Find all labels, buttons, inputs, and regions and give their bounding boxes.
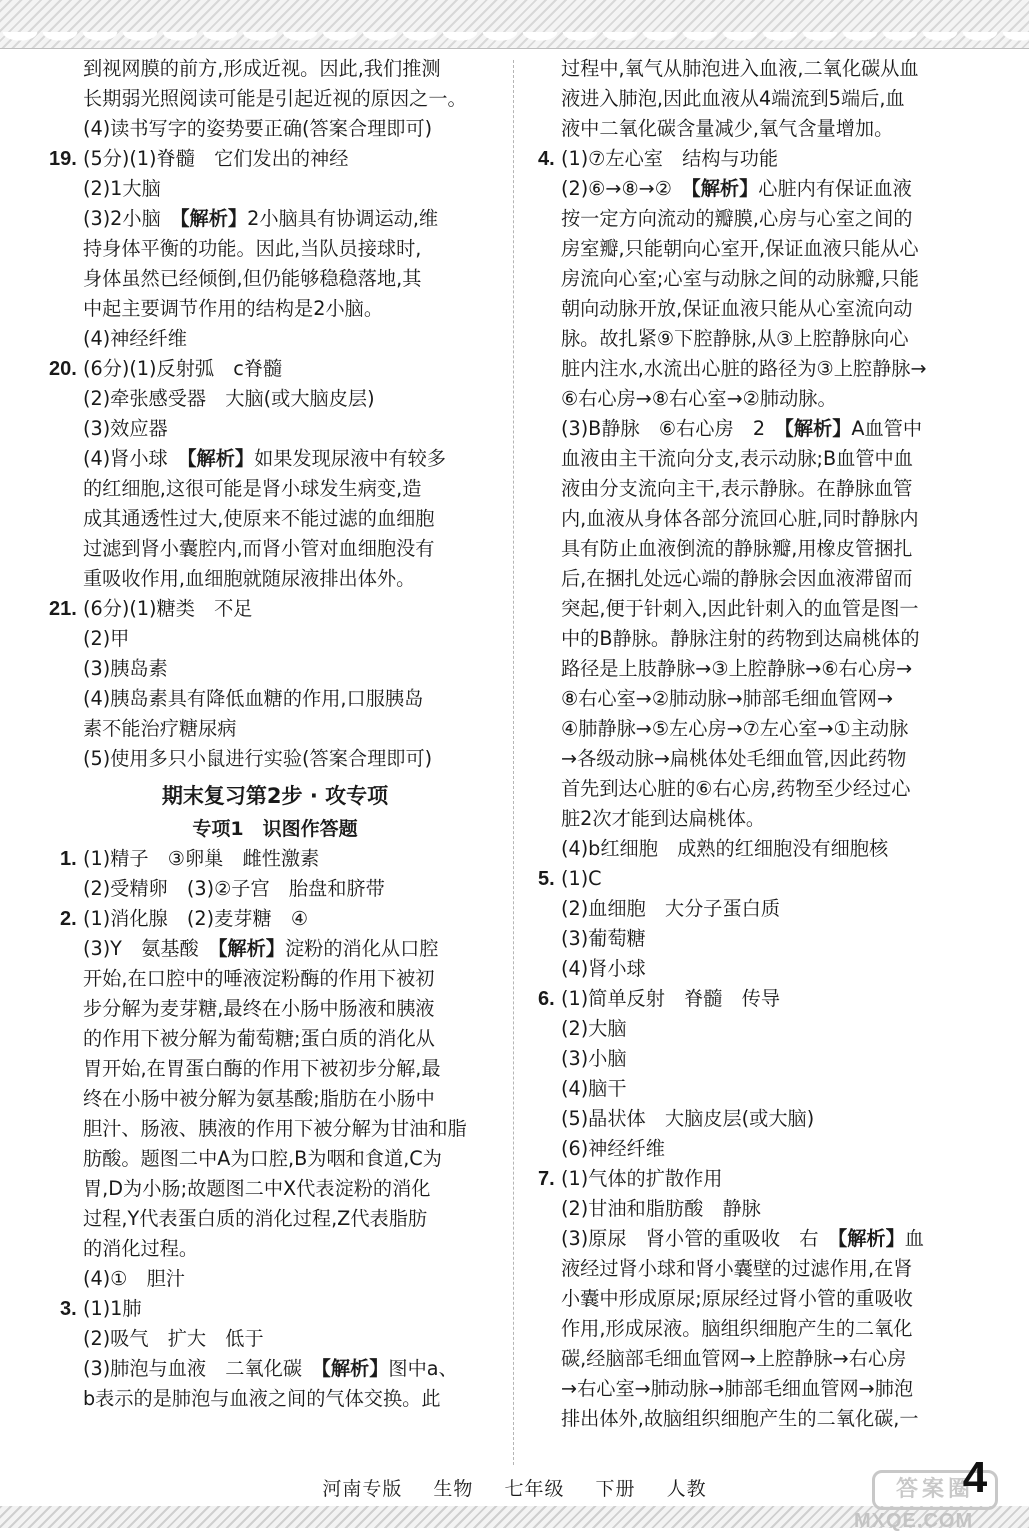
answer-text: (4)脑干 [561, 1077, 627, 1100]
answer-text: (4)肾小球 [83, 447, 187, 470]
answer-line [60, 414, 490, 444]
answer-line [60, 1234, 490, 1264]
answer-line [60, 684, 490, 714]
answer-line [538, 264, 970, 294]
answer-line [60, 964, 490, 994]
answer-text: 过滤到肾小囊腔内,而肾小管对血细胞没有 [83, 537, 435, 560]
analysis-tag: 【解析】 [179, 207, 248, 230]
answer-text: 胃开始,在胃蛋白酶的作用下被初步分解,最 [83, 1057, 441, 1080]
column-divider [513, 60, 514, 1465]
answer-line [60, 1084, 490, 1114]
answer-line [538, 324, 970, 354]
answer-text: (2)⑥→⑧→② [561, 177, 692, 200]
answer-line [60, 1144, 490, 1174]
answer-line [538, 84, 970, 114]
answer-text: 房流向心室;心室与动脉之间的动脉瓣,只能 [561, 267, 919, 290]
answer-line [60, 84, 490, 114]
answer-line [538, 924, 970, 954]
answer-line [538, 204, 970, 234]
answer-line [538, 744, 970, 774]
answer-line [60, 874, 490, 904]
answer-text: (4)肾小球 [561, 957, 646, 980]
answer-text: 胆汁、肠液、胰液的作用下被分解为甘油和脂 [83, 1117, 467, 1140]
answer-text: →右心室→肺动脉→肺部毛细血管网→肺泡 [561, 1377, 914, 1400]
answer-text: 排出体外,故脑组织细胞产生的二氧化碳,一 [561, 1407, 919, 1430]
answer-line [60, 1384, 490, 1414]
answer-text: (6分)(1)糖类 不足 [83, 597, 253, 620]
answer-line [538, 1044, 970, 1074]
answer-text: 重吸收作用,血细胞就随尿液排出体外。 [83, 567, 416, 590]
answer-text: (1)1肺 [83, 1297, 142, 1320]
answer-line [60, 1354, 490, 1384]
question-number: 2. [60, 908, 77, 930]
answer-text: (4)读书写字的姿势要正确(答案合理即可) [83, 117, 433, 140]
answer-text: (3)原尿 肾小管的重吸收 右 [561, 1227, 838, 1250]
answer-text: →各级动脉→扁桃体处毛细血管,因此药物 [561, 747, 907, 770]
answer-line [60, 504, 490, 534]
answer-text: 中的B静脉。静脉注射的药物到达扁桃体的 [561, 627, 920, 650]
answer-line [60, 744, 490, 774]
answer-line [60, 1204, 490, 1234]
answer-text: (5分)(1)脊髓 它们发出的神经 [83, 147, 349, 170]
watermark [838, 1470, 1024, 1534]
answer-text: (1)C [561, 867, 602, 890]
answer-text: 房室瓣,只能朝向心室开,保证血液只能从心 [561, 237, 919, 260]
analysis-text: 2小脑具有协调运动,维 [247, 207, 439, 230]
analysis-tag: 【解析】 [837, 1227, 905, 1250]
left-column [49, 54, 490, 1414]
answer-line [60, 994, 490, 1024]
answer-line [538, 1374, 970, 1404]
answer-text: (2)大脑 [561, 1017, 627, 1040]
answer-text: 脏2次才能到达扁桃体。 [561, 807, 766, 830]
answer-text: 脏内注水,水流出心脏的路径为③上腔静脉→ [561, 357, 927, 380]
answer-text: (1)消化腺 (2)麦芽糖 ④ [83, 907, 309, 930]
answer-line [60, 934, 490, 964]
answer-line [538, 1404, 970, 1434]
answer-line [538, 594, 970, 624]
answer-line [538, 444, 970, 474]
answer-line [60, 714, 490, 744]
watermark-url: MXQE.COM [854, 1510, 974, 1532]
answer-line [538, 684, 970, 714]
answer-text: 肪酸。题图二中A为口腔,B为咽和食道,C为 [83, 1147, 442, 1170]
answer-line [60, 1054, 490, 1084]
answer-line [60, 204, 490, 234]
answer-line [538, 1344, 970, 1374]
answer-line [60, 564, 490, 594]
answer-line [60, 444, 490, 474]
right-column [538, 54, 970, 1434]
answer-line [538, 294, 970, 324]
answer-text: 碳,经脑部毛细血管网→上腔静脉→右心房 [561, 1347, 907, 1370]
watermark-logo: 答案圈 [872, 1470, 998, 1510]
answer-line [60, 264, 490, 294]
question-number: 20. [49, 358, 77, 380]
answer-line [538, 474, 970, 504]
answer-line [538, 234, 970, 264]
answer-text: (3)小脑 [561, 1047, 627, 1070]
answer-line [538, 624, 970, 654]
answer-text: (6)神经纤维 [561, 1137, 665, 1160]
question-number: 5. [538, 868, 555, 890]
answer-text: 中起主要调节作用的结构是2小脑。 [83, 297, 384, 320]
answer-text: 突起,便于针刺入,因此针刺入的血管是图一 [561, 597, 919, 620]
question-line [538, 864, 970, 894]
page-number: 4 [962, 1453, 988, 1502]
answer-text: (3)胰岛素 [83, 657, 168, 680]
answer-text: 胃,D为小肠;故题图二中X代表淀粉的消化 [83, 1177, 431, 1200]
answer-text: 的消化过程。 [83, 1237, 199, 1260]
answer-text: 长期弱光照阅读可能是引起近视的原因之一。 [83, 87, 467, 110]
answer-line [60, 1114, 490, 1144]
answer-text: 到视网膜的前方,形成近视。因此,我们推测 [83, 57, 441, 80]
answer-text: ④肺静脉→⑤左心房→⑦左心室→①主动脉 [561, 717, 909, 740]
answer-line [60, 114, 490, 144]
answer-text: 小囊中形成原尿;原尿经过肾小管的重吸收 [561, 1287, 913, 1310]
answer-line [60, 54, 490, 84]
answer-line [60, 234, 490, 264]
answer-line [538, 804, 970, 834]
question-number: 21. [49, 598, 77, 620]
answer-line [538, 1074, 970, 1104]
answer-text: (3)葡萄糖 [561, 927, 646, 950]
answer-text: (1)简单反射 脊髓 传导 [561, 987, 781, 1010]
answer-line [60, 474, 490, 504]
answer-line [538, 1224, 970, 1254]
answer-text: 步分解为麦芽糖,最终在小肠中肠液和胰液 [83, 997, 435, 1020]
subsection-heading: 专项1 识图作答题 [192, 818, 358, 840]
answer-line [538, 1134, 970, 1164]
answer-line [538, 504, 970, 534]
answer-line [538, 1014, 970, 1044]
answer-text: (4)神经纤维 [83, 327, 187, 350]
answer-text: 的红细胞,这很可能是肾小球发生病变,造 [83, 477, 422, 500]
answer-text: (1)精子 ③卵巢 雌性激素 [83, 847, 320, 870]
answer-text: 液由分支流向主干,表示静脉。在静脉血管 [561, 477, 913, 500]
answer-line [60, 1174, 490, 1204]
footer-grade: 七年级 [504, 1478, 565, 1500]
analysis-tag: 【解析】 [784, 417, 852, 440]
answer-line [538, 1194, 970, 1224]
analysis-text: 血 [904, 1227, 924, 1250]
answer-text: 首先到达心脏的⑥右心房,药物至少经过心 [561, 777, 911, 800]
answer-line [538, 834, 970, 864]
answer-line [60, 624, 490, 654]
answer-line [538, 174, 970, 204]
answer-text: (1)⑦左心室 结构与功能 [561, 147, 779, 170]
analysis-tag: 【解析】 [186, 447, 255, 470]
answer-text: 路径是上肢静脉→③上腔静脉→⑥右心房→ [561, 657, 913, 680]
answer-text: 液进入肺泡,因此血液从4端流到5端后,血 [561, 87, 905, 110]
answer-text: 后,在捆扎处远心端的静脉会因血液滞留而 [561, 567, 913, 590]
answer-text: ⑧右心室→②肺动脉→肺部毛细血管网→ [561, 687, 894, 710]
analysis-text: 心脏内有保证血液 [758, 177, 912, 200]
answer-text: 内,血液从身体各部分流回心脏,同时静脉内 [561, 507, 919, 530]
section-heading: 期末复习第2步 · 攻专项 [161, 784, 389, 808]
answer-line [60, 174, 490, 204]
answer-text: (6分)(1)反射弧 c脊髓 [83, 357, 283, 380]
answer-text: (4)b红细胞 成熟的红细胞没有细胞核 [561, 837, 889, 860]
answer-line [538, 534, 970, 564]
answer-text: 成其通透性过大,使原来不能过滤的血细胞 [83, 507, 435, 530]
answer-text: 液中二氧化碳含量减少,氧气含量增加。 [561, 117, 894, 140]
answer-text: 脉。故扎紧⑨下腔静脉,从③上腔静脉向心 [561, 327, 909, 350]
answer-line [60, 384, 490, 414]
answer-line [538, 894, 970, 924]
answer-text: (5)晶状体 大脑皮层(或大脑) [561, 1107, 815, 1130]
answer-line [60, 1264, 490, 1294]
analysis-text: A血管中 [851, 417, 923, 440]
footer-volume: 下册 [595, 1478, 636, 1500]
answer-text: (4)① 胆汁 [83, 1267, 185, 1290]
analysis-tag: 【解析】 [217, 937, 285, 960]
question-number: 1. [60, 848, 77, 870]
footer-publisher: 人教 [666, 1478, 707, 1500]
answer-text: 的作用下被分解为葡萄糖;蛋白质的消化从 [83, 1027, 435, 1050]
analysis-tag: 【解析】 [691, 177, 759, 200]
question-number: 4. [538, 148, 555, 170]
question-line [49, 144, 490, 174]
question-line [538, 144, 970, 174]
answer-line [60, 1024, 490, 1054]
answer-text: 朝向动脉开放,保证血液只能从心室流向动 [561, 297, 913, 320]
answer-line [60, 294, 490, 324]
answer-line [538, 414, 970, 444]
question-number: 6. [538, 988, 555, 1010]
answer-text: 作用,形成尿液。脑组织细胞产生的二氧化 [561, 1317, 913, 1340]
answer-line [538, 1104, 970, 1134]
question-line [49, 594, 490, 624]
analysis-tag: 【解析】 [321, 1357, 389, 1380]
answer-line [538, 114, 970, 144]
answer-text: 液经过肾小球和肾小囊壁的过滤作用,在肾 [561, 1257, 913, 1280]
answer-line [538, 774, 970, 804]
answer-text: 开始,在口腔中的唾液淀粉酶的作用下被初 [83, 967, 435, 990]
answer-line [60, 1324, 490, 1354]
answer-line [60, 324, 490, 354]
answer-text: (1)气体的扩散作用 [561, 1167, 723, 1190]
question-line [60, 904, 490, 934]
answer-text: 具有防止血液倒流的静脉瓣,用橡皮管捆扎 [561, 537, 913, 560]
answer-text: (3)肺泡与血液 二氧化碳 [83, 1357, 322, 1380]
answer-text: (2)1大脑 [83, 177, 161, 200]
answer-line [538, 654, 970, 684]
answer-text: (5)使用多只小鼠进行实验(答案合理即可) [83, 747, 433, 770]
answer-line [538, 714, 970, 744]
top-decorative-band [0, 0, 1029, 49]
answer-text: (4)胰岛素具有降低血糖的作用,口服胰岛 [83, 687, 424, 710]
footer-edition: 河南专版 [322, 1478, 403, 1500]
answer-text: 身体虽然已经倾倒,但仍能够稳稳落地,其 [83, 267, 422, 290]
answer-line [538, 954, 970, 984]
answer-text: (2)甘油和脂肪酸 静脉 [561, 1197, 761, 1220]
answer-text: (3)Y 氨基酸 [83, 937, 218, 960]
answer-text: 素不能治疗糖尿病 [83, 717, 237, 740]
answer-line [538, 54, 970, 84]
answer-text: (3)效应器 [83, 417, 168, 440]
answer-text: 血液由主干流向分支,表示动脉;B血管中血 [561, 447, 913, 470]
analysis-text: 如果发现尿液中有较多 [254, 447, 446, 470]
question-number: 7. [538, 1168, 555, 1190]
answer-line [538, 564, 970, 594]
answer-line [538, 1254, 970, 1284]
question-line [538, 1164, 970, 1194]
answer-text: (2)血细胞 大分子蛋白质 [561, 897, 781, 920]
answer-line [538, 1284, 970, 1314]
answer-text: 过程中,氧气从肺泡进入血液,二氧化碳从血 [561, 57, 919, 80]
answer-line [60, 534, 490, 564]
answer-text: 持身体平衡的功能。因此,当队员接球时, [83, 237, 422, 260]
answer-text: (2)吸气 扩大 低于 [83, 1327, 264, 1350]
analysis-text: 淀粉的消化从口腔 [285, 937, 439, 960]
answer-text: ⑥右心房→⑧右心室→②肺动脉。 [561, 387, 837, 410]
answer-line [538, 354, 970, 384]
answer-line [538, 1314, 970, 1344]
question-line [49, 354, 490, 384]
question-line [538, 984, 970, 1014]
question-number: 19. [49, 148, 77, 170]
answer-text: (2)牵张感受器 大脑(或大脑皮层) [83, 387, 375, 410]
answer-text: (2)甲 [83, 627, 130, 650]
question-line [60, 844, 490, 874]
answer-text: (2)受精卵 (3)②子宫 胎盘和脐带 [83, 877, 385, 900]
footer-subject: 生物 [433, 1478, 474, 1500]
answer-line [538, 384, 970, 414]
answer-text: 终在小肠中被分解为氨基酸;脂肪在小肠中 [83, 1087, 435, 1110]
answer-text: (3)B静脉 ⑥右心房 2 [561, 417, 785, 440]
answer-text: 按一定方向流动的瓣膜,心房与心室之间的 [561, 207, 913, 230]
question-number: 3. [60, 1298, 77, 1320]
answer-line [60, 654, 490, 684]
answer-text: 过程,Y代表蛋白质的消化过程,Z代表脂肪 [83, 1207, 428, 1230]
answer-text: b表示的是肺泡与血液之间的气体交换。此 [83, 1387, 441, 1410]
question-line [60, 1294, 490, 1324]
analysis-text: 图中a、 [388, 1357, 458, 1380]
answer-text: (3)2小脑 [83, 207, 180, 230]
